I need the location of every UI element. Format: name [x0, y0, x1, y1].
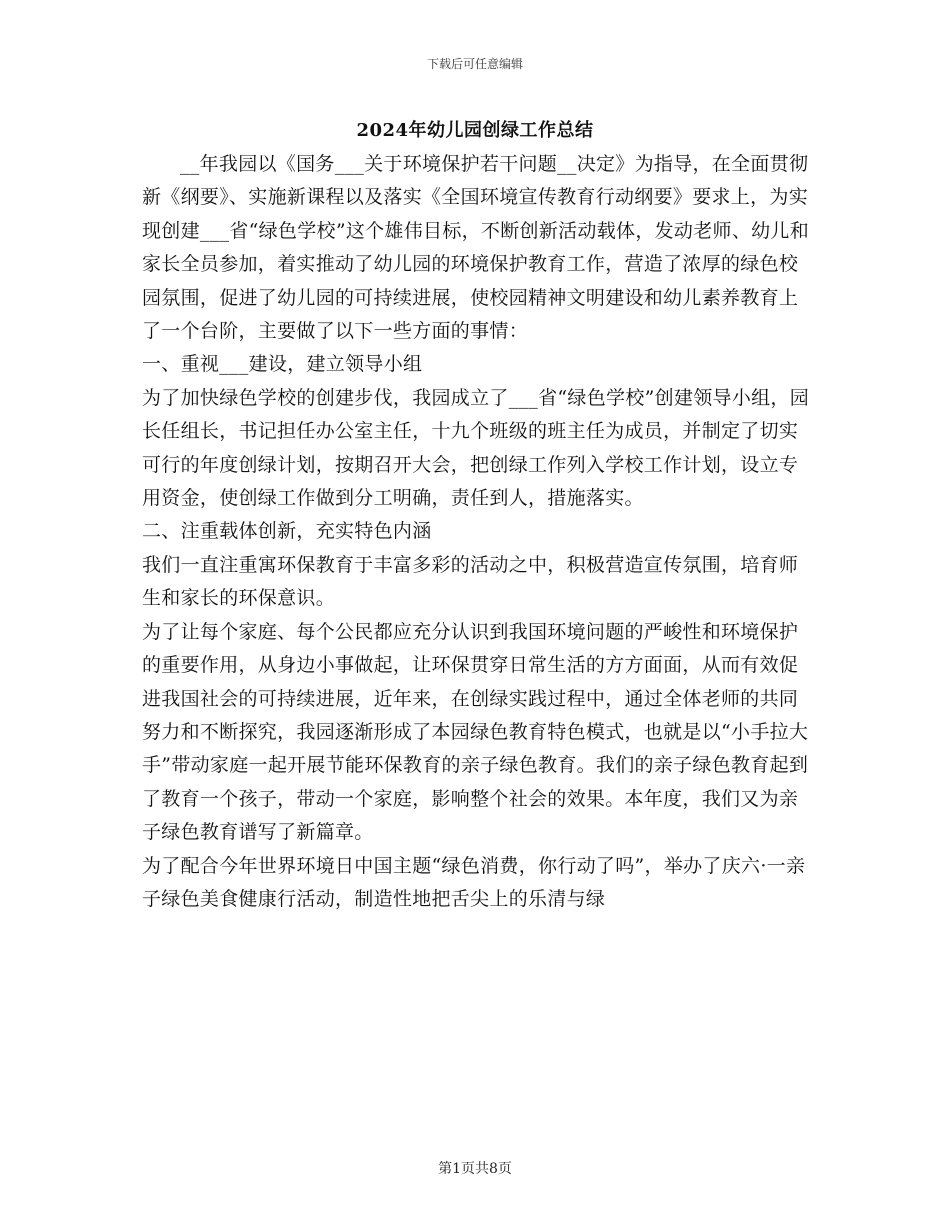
paragraph-section-2c: 为了配合今年世界环境日中国主题“绿色消费，你行动了吗”，举办了庆六·一亲子绿色美食健康行活动，制造性地把舌尖上的乐清与绿 — [142, 854, 806, 910]
paragraph-section-2a: 我们一直注重寓环保教育于丰富多彩的活动之中，积极营造宣传氛围，培育师生和家长的环保意识。 — [142, 553, 799, 610]
paragraph-section-1: 为了加快绿色学校的创建步伐，我园成立了___省“绿色学校”创建领导小组，园长任组长，书记担任办公室主任，十九个班级的班主任为成员，并制定了切实可行的年度创绿计划，按期召开大会，把创绿工作列入学校工作计划，设立专用资金，使创绿工作做到分工明确，责任到人，措施落实。 — [142, 386, 810, 510]
paragraph-intro: __年我园以《国务___关于环境保护若干问题__决定》为指导，在全面贯彻新《纲要》、实施新课程以及落实《全国环境宣传教育行动纲要》要求上，为实现创建___省“绿色学校”这个雄伟目标，不断创新活动载体，发动老师、幼儿和家长全员参加，着实推动了幼儿园的环境保护教育工作，营造了浓厚的绿色校园氛围，促进了幼儿园的可持续进展，使校园精神文明建设和幼儿素养教育上了一个台阶，主要做了以下一些方面的事情： — [142, 153, 810, 343]
document-title: 2024年幼儿园创绿工作总结 — [356, 120, 594, 141]
page-header-note: 下载后可任意编辑 — [426, 57, 523, 71]
page-number: 第1页共8页 — [438, 1161, 512, 1177]
document-body — [142, 148, 812, 916]
section-heading-1: 一、重视___建设，建立领导小组 — [142, 353, 423, 376]
section-heading-2: 二、注重载体创新，充实特色内涵 — [142, 520, 432, 543]
paragraph-section-2b: 为了让每个家庭、每个公民都应充分认识到我国环境问题的严峻性和环境保护的重要作用，从身边小事做起，让环保贯穿日常生活的方方面面，从而有效促进我国社会的可持续进展，近年来，在创绿实践过程中，通过全体老师的共同努力和不断探究，我园逐渐形成了本园绿色教育特色模式，也就是以“小手拉大手”带动家庭一起开展节能环保教育的亲子绿色教育。我们的亲子绿色教育起到了教育一个孩子，带动一个家庭，影响整个社会的效果。本年度，我们又为亲子绿色教育谱写了新篇章。 — [142, 620, 809, 844]
